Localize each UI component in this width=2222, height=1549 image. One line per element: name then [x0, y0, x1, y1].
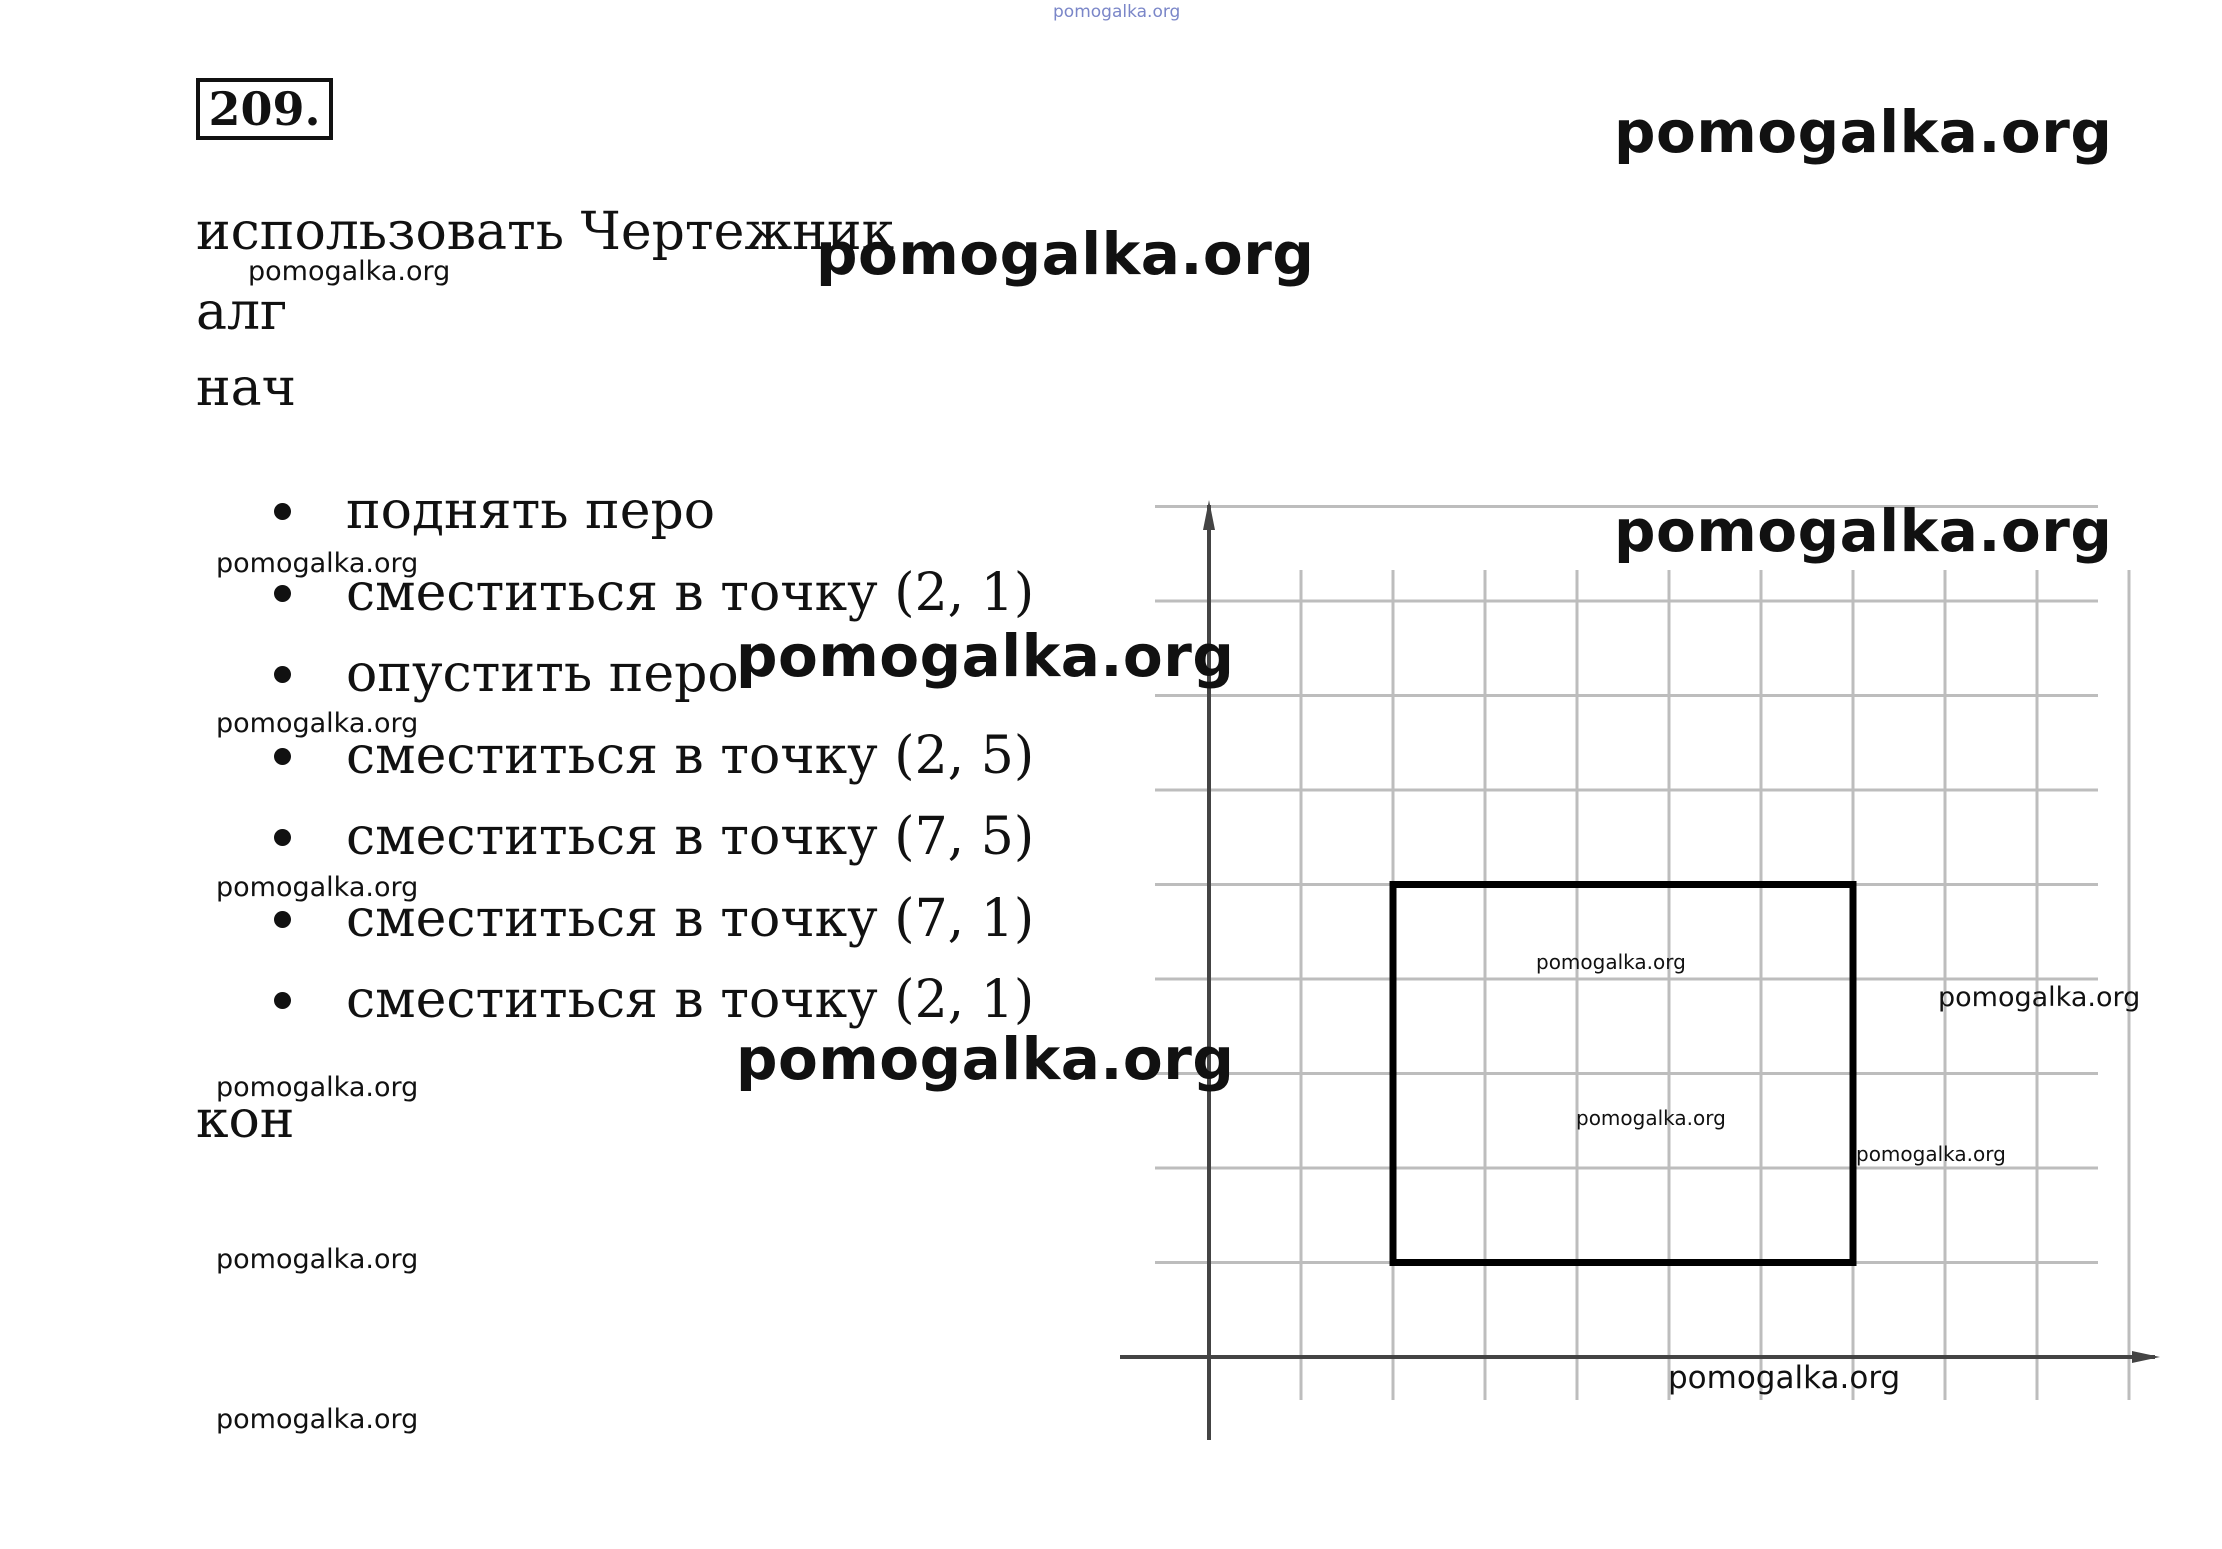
watermark-small: pomogalka.org: [216, 1244, 419, 1275]
top-watermark: pomogalka.org: [1053, 2, 1181, 22]
watermark-small: pomogalka.org: [216, 1404, 419, 1435]
watermark-big: pomogalka.org: [1614, 98, 2113, 166]
program-end-line: кон: [196, 1090, 295, 1150]
bullet-icon: [274, 503, 291, 520]
y-axis-arrow-icon: [1203, 500, 1215, 530]
watermark-big: pomogalka.org: [736, 622, 1235, 690]
step-text: сместиться в точку (2, 1): [346, 562, 1035, 623]
bullet-icon: [274, 992, 291, 1009]
problem-number: 209.: [208, 82, 321, 136]
watermark-tiny: pomogalka.org: [1856, 1142, 2006, 1166]
watermark-small: pomogalka.org: [216, 548, 419, 579]
watermark-tiny: pomogalka.org: [1536, 950, 1686, 974]
watermark-small: pomogalka.org: [216, 1072, 419, 1103]
step-text: сместиться в точку (7, 5): [346, 807, 1035, 867]
watermark-big: pomogalka.org: [1614, 497, 2113, 565]
step-text: сместиться в точку (7, 1): [346, 888, 1035, 949]
bullet-icon: [274, 748, 291, 765]
x-axis-arrow-icon: [2132, 1351, 2160, 1363]
watermark-small: pomogalka.org: [216, 708, 419, 739]
bullet-icon: [274, 585, 291, 602]
program-begin-line: нач: [196, 358, 297, 418]
step-text: сместиться в точку (2, 1): [346, 970, 1035, 1030]
step-text: сместиться в точку (2, 5): [346, 725, 1035, 786]
watermark-small: pomogalka.org: [248, 256, 451, 287]
step-text: опустить перо: [346, 644, 739, 704]
bullet-icon: [274, 666, 291, 683]
problem-number-box: [196, 78, 333, 140]
watermark-small: pomogalka.org: [216, 872, 419, 903]
watermark-tiny: pomogalka.org: [1576, 1106, 1726, 1130]
bullet-icon: [274, 911, 291, 928]
bullet-icon: [274, 829, 291, 846]
watermark-big: pomogalka.org: [816, 220, 1315, 288]
watermark-big: pomogalka.org: [736, 1025, 1235, 1093]
program-alg-line: алг: [196, 282, 288, 342]
watermark-small: pomogalka.org: [1668, 1360, 1901, 1396]
watermark-small: pomogalka.org: [1938, 982, 2141, 1013]
program-use-line: использовать Чертежник: [196, 202, 895, 262]
step-text: поднять перо: [346, 481, 716, 541]
